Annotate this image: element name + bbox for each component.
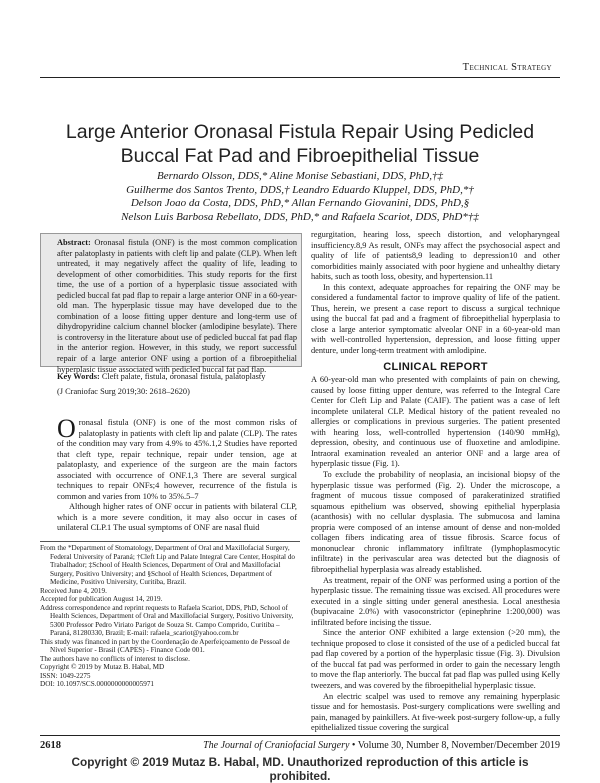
drop-cap: O — [57, 414, 76, 443]
body-paragraph: Since the anterior ONF exhibited a large extension (>20 mm), the technique proposed to close it consisted of the use of a pedicled buccal fat pad flap covered by a portion of the hyperplasic tissue (Fig. 3). Divulsion of the buccal fat pad was performed in order to gain the necessary length to move the flap anteriorly. The buccal fat pad flap was pulled using Kelly tweezers, and was covered by the fibroepithelial hyperplasic tissue. — [311, 628, 560, 690]
body-paragraph: regurgitation, hearing loss, speech distortion, and velopharyngeal insufficiency.8,9 As result, ONFs may affect the psychosocial aspect and quality of life of patients8,9 leading to depression10 and other comorbidities mainly associated with poor hygiene and unhealthy dietary habits, such as tooth loss, obesity, and hypertension.11 — [311, 230, 560, 282]
author-list — [40, 170, 560, 224]
keywords — [57, 372, 297, 383]
right-column — [311, 230, 560, 734]
intro-paragraph-1 — [57, 414, 297, 502]
footer-rule — [40, 735, 560, 736]
footnote-affiliations: From the *Department of Stomatology, Department of Oral and Maxillofacial Surgery, Federal University of Paraná; †Cleft Lip and Palate Integral Care Center, Hospital do Trabalhador; ‡School of Health Sciences, Department of Oral and Maxillofacial Surgery, Positivo University; and §School of Health Sciences, Department of Medicine, Positivo University, Curitiba, Brazil. — [40, 544, 296, 586]
introduction — [57, 414, 297, 534]
body-paragraph: A 60-year-old man who presented with complaints of pain on chewing, caused by loose fitting upper denture, was referred to the Integral Care Center for Cleft Lip and Palate (CAIF). The patient was a case of left incomplete unilateral CLP. Medical history of the patient revealed no allergies or complications in previous surgeries. The patient presented with hearing loss, well-controlled hypertension (140/90 mmHg), depression, obesity, and continuous use of fluoxetine and amlodipine. Intraoral examination revealed an anterior ONF and a large area of hyperplasic tissue (Fig. 1). — [311, 375, 560, 469]
footnote-accepted: Accepted for publication August 14, 2019. — [40, 595, 163, 603]
footnote-copyright: Copyright © 2019 by Mutaz B. Habal, MD — [40, 663, 165, 671]
copyright-notice: Copyright © 2019 Mutaz B. Habal, MD. Unauthorized reproduction of this article is prohibited. — [71, 755, 529, 783]
citation: (J Craniofac Surg 2019;30: 2618–2620) — [57, 387, 190, 396]
footnote-conflicts: The authors have no conflicts of interest to disclose. — [40, 654, 190, 663]
body-paragraph: As treatment, repair of the ONF was performed using a portion of the hyperplasic tissue. The remaining tissue was excised. All procedures were executed in a single sitting under general anesthesia. Local anesthesia (bupivacaine 2.0%) with vasoconstrictor (epinephrine 1:200,000) was infiltrated before incising the tissue. — [311, 575, 560, 627]
footnotes — [40, 544, 300, 689]
footnote-doi: DOI: 10.1097/SCS.0000000000005971 — [40, 680, 155, 688]
author-line: Nelson Luis Barbosa Rebellato, DDS, PhD,* and Rafaela Scariot, DDS, PhD*†‡ — [121, 210, 479, 223]
page-number: 2618 — [40, 740, 61, 751]
body-paragraph: To exclude the probability of neoplasia, an incisional biopsy of the hyperplasic tissue was performed (Fig. 2). Under the microscope, a fragment of mucous tissue composed of parakeratinized stratified squamous epithelium was observed, showing epithelial hyperplasia (acanthosis) with no cellular dysplasia. The submucosa and lamina propria were composed of an intense amount of dense and non-molded collagen fibers indicating area of tissue fibrosis. Scarce focus of mononuclear chronic inflammatory infiltrate (lymphoplasmocytic infiltrate) in the perivascular area was detected but the diagnosis of fibroepithelial hyperplasia was already established. — [311, 470, 560, 574]
footnote-received: Received June 4, 2019. — [40, 586, 107, 595]
body-paragraph: An electric scalpel was used to remove any remaining hyperplasic tissue and for hemostasis. Post-surgery complications were swelling and pain, managed by painkillers. At five-week post-surgery follow-up, a fully epithelialized tissue covering the surgical — [311, 691, 560, 733]
intro-paragraph-2: Although higher rates of ONF occur in patients with bilateral CLP, which is a more severe condition, it may also occur in cases of unilateral CLP.1 The usual symptoms of ONF are nasal fluid — [57, 502, 297, 533]
header-rule — [40, 77, 560, 78]
footnote-issn: ISSN: 1049-2275 — [40, 671, 91, 680]
abstract-body: Oronasal fistula (ONF) is the most common complication after palatoplasty in patients with cleft lip and palate (CLP). When left untreated, it may negatively affect the quality of life, leading to development of other comorbidities. This study reports for the first time, the use of a portion of a hyperplasic tissue associated with pedicled buccal fat pad flap to repair a large anterior ONF in a 60-year-old man. The hyperplasic tissue may have developed due to the combination of a loose fitting upper denture and long-term use of dihydropyridine calcium channel blocker (amlodipine besylate). There is controversy in the literature about use of pedicled buccal fat pad flap in the anterior region. However, in this study, we report successful repair of a large anterior ONF using a portion of a fibroepithelial hyperplasic tissue associated with pedicled buccal fat pad flap. — [57, 238, 297, 374]
abstract-label: Abstract: — [57, 238, 91, 247]
body-paragraph: In this context, adequate approaches for repairing the ONF may be considered a fundamental factor to improve quality of life of the patient. Thus, herein, we present a case report to discuss a surgical technique using the buccal fat pad and a fragment of fibroepithelial hyperplasia to close a large anterior symptomatic alveolar ONF in a 60-year-old man with well-controlled hypertension, depression, and loose fitting upper denture, under long-term treatment with amlodipine. — [311, 282, 560, 356]
journal-issue: • Volume 30, Number 8, November/December 2019 — [351, 740, 560, 751]
author-line: Delson Joao da Costa, DDS, PhD,* Allan Fernando Giovanini, DDS, PhD,§ — [130, 197, 470, 209]
intro-p1-text: ronasal fistula (ONF) is one of the most common risks of palatoplasty in patients with cleft lip and palate (CLP). The rates of the condition may vary from 4.9% to 45%.1,2 Studies have reported that cleft type, repair technique, repair under tension, age at palatoplasty, and experience of the surgeon are the main factors associated with occurrence of ONF.1,3 There are several surgical techniques to repair ONFs;4 however, recurrence of the fistula is common and varies from 10% to 35%.5–7 — [57, 418, 297, 501]
footnote-correspondence: Address correspondence and reprint requests to Rafaela Scariot, DDS, PhD, School of Health Sciences, Department of Oral and Maxillofacial Surgery, Positivo University, 5300 Professor Pedro Viriato Parigot de Souza St. Campo Comprido, Curitiba – Paraná, 81280330, Brazil; E-mail: rafaela_scariot@yahoo.com.br — [40, 603, 294, 637]
author-line: Guilherme dos Santos Trento, DDS,† Leandro Eduardo Kluppel, DDS, PhD,*† — [126, 183, 474, 196]
title-line-1: Large Anterior Oronasal Fistula Repair Using Pedicled — [65, 121, 535, 143]
keywords-label: Key Words: — [57, 372, 100, 381]
footnote-funding: This study was financed in part by the Coordenação de Aperfeiçoamento de Pessoal de Nível Superior - Brasil (CAPES) - Finance Code 001. — [40, 637, 290, 654]
journal-name: The Journal of Craniofacial Surgery — [203, 740, 350, 751]
article-title — [40, 120, 560, 168]
author-line: Bernardo Olsson, DDS,* Aline Monise Sebastiani, DDS, PhD,†‡ — [157, 170, 443, 182]
keywords-text: Cleft palate, fistula, oronasal fistula, palatoplasty — [101, 372, 266, 381]
journal-info — [203, 740, 560, 751]
abstract — [57, 238, 297, 375]
title-line-2: Buccal Fat Pad and Fibroepithelial Tissue — [120, 145, 480, 167]
section-heading-clinical-report: CLINICAL REPORT — [383, 360, 488, 373]
footnote-rule — [40, 541, 300, 542]
section-label: Technical Strategy — [462, 62, 552, 73]
